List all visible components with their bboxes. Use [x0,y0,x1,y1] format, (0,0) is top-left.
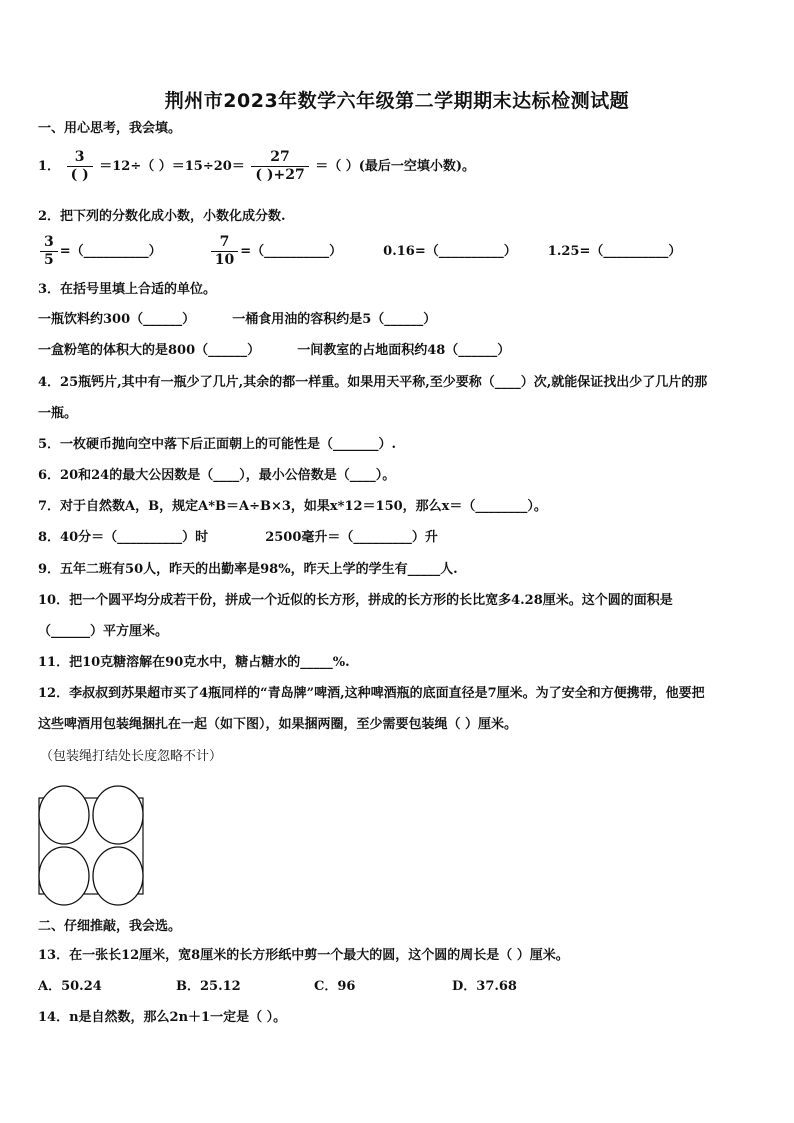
bottle-circle-bottom-right [93,847,143,905]
q1-f2-denominator: ( )+27 [251,166,308,184]
q1-f1-denominator: ( ) [67,166,93,184]
question-13-options [38,978,517,996]
question-11: 11．把10克糖溶解在90克水中，糖占糖水的_____%. [38,655,350,670]
section-2-heading: 二、仔细推敲，我会选。 [38,919,182,934]
q1-f2-numerator: 27 [270,149,290,165]
q1-number: 1． [38,159,61,174]
q1-middle-text: ＝12÷（ ）＝15÷20＝ [99,159,245,174]
bottle-circle-top-right [93,786,143,844]
q3-item-4: 一间教室的占地面积约48（______） [297,343,511,358]
question-3-line-1 [38,311,436,329]
q2-c-item: 0.16=（__________） [383,244,517,259]
q8-part-b: 2500毫升＝（_________）升 [265,530,438,545]
question-4-line-2: 一瓶。 [38,406,78,421]
q8-part-a: 8．40分＝（__________）时 [38,530,209,545]
q1-fraction-1 [67,149,93,184]
section-1-heading: 一、用心思考，我会填。 [38,121,182,136]
question-7: 7．对于自然数A，B，规定A*B＝A÷B×3，如果x*12＝150，那么x＝（________）。 [38,499,547,514]
q2-fraction-a [40,234,58,269]
question-3-line-2 [38,342,510,360]
question-1 [38,149,475,184]
q2-fraction-b [211,234,238,269]
q1-f1-numerator: 3 [74,149,85,165]
question-10-line-2: （______）平方厘米。 [38,624,169,639]
question-2-items [38,234,681,269]
q13-option-d: D．37.68 [452,979,517,994]
q3-item-1: 一瓶饮料约300（______） [38,312,196,327]
q13-option-c: C．96 [314,979,356,994]
question-8 [38,529,438,547]
question-12-note: （包装绳打结处长度忽略不计） [40,749,223,764]
q3-item-2: 一桶食用油的容积约是5（______） [232,312,437,327]
q2-a-numerator: 3 [44,234,54,250]
q2-d-item: 1.25=（__________） [547,244,682,259]
question-9: 9．五年二班有50人，昨天的出勤率是98%，昨天上学的学生有_____人. [38,562,458,577]
question-10-line-1: 10．把一个圆平均分成若干份，拼成一个近似的长方形，拼成的长方形的长比宽多4.28厘米。这个圆的面积是 [38,593,673,608]
q1-tail-text: ＝（ ）(最后一空填小数)。 [315,159,476,174]
question-5: 5．一枚硬币抛向空中落下后正面朝上的可能性是（_______）. [38,437,397,452]
bottle-circle-top-left [39,786,89,844]
q2-b-answer: =（__________） [240,244,343,259]
q2-b-denominator: 10 [211,251,238,269]
question-12-line-2: 这些啤酒用包装绳捆扎在一起（如下图），如果捆两圈，至少需要包装绳（ ）厘米。 [38,717,518,732]
question-12-line-1: 12．李叔叔到苏果超市买了4瓶同样的“青岛牌”啤酒,这种啤酒瓶的底面直径是7厘米。为了安全和方便携带，他要把 [38,686,705,701]
q13-option-a: A．50.24 [38,979,102,994]
question-2: 2．把下列的分数化成小数，小数化成分数. [38,209,286,224]
page-title: 荆州市2023年数学六年级第二学期期末达标检测试题 [164,90,630,112]
q2-a-answer: =（__________） [59,244,162,259]
question-3: 3．在括号里填上合适的单位。 [38,282,217,297]
question-4-line-1: 4．25瓶钙片,其中有一瓶少了几片,其余的都一样重。如果用天平称,至少要称（____）次,就能保证找出少了几片的那 [38,375,708,390]
question-14: 14．n是自然数，那么2n＋1一定是（ ）。 [38,1010,287,1025]
q3-item-3: 一盒粉笔的体积大的是800（______） [38,343,261,358]
question-6: 6．20和24的最大公因数是（____），最小公倍数是（____）。 [38,468,396,483]
bottle-circle-bottom-left [39,847,89,905]
question-13: 13．在一张长12厘米，宽8厘米的长方形纸中剪一个最大的圆，这个圆的周长是（ ）厘米。 [38,948,569,963]
q13-option-b: B．25.12 [176,979,241,994]
q2-a-denominator: 5 [40,251,58,269]
q2-b-numerator: 7 [219,234,230,250]
q1-fraction-2 [251,149,308,184]
bottles-bundle-figure [38,784,144,908]
